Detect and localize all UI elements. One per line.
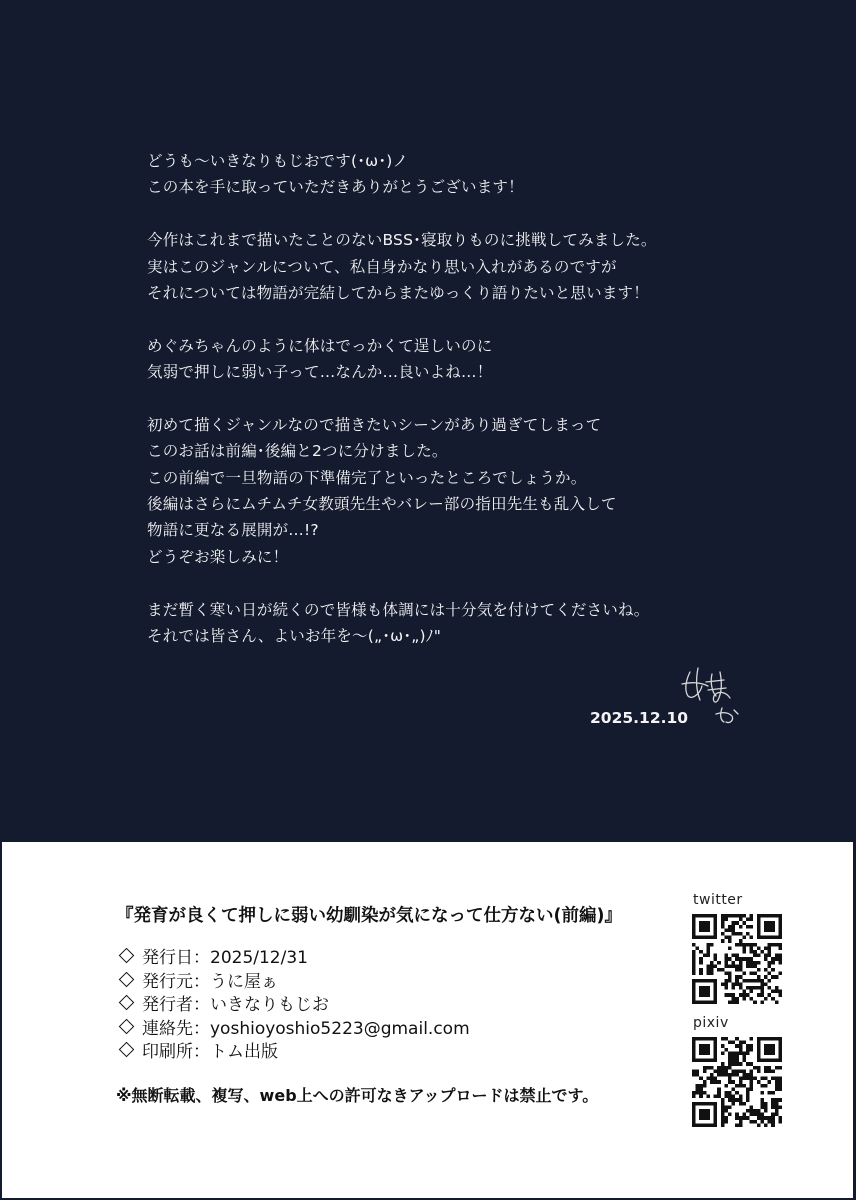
colophon-row-text: 発行日：2025/12/31 <box>142 948 308 969</box>
diamond-bullet-icon <box>119 971 135 987</box>
afterword-date: 2025.12.10 <box>590 709 689 727</box>
afterword-line: 初めて描くジャンルなので描きたいシーンがあり過ぎてしまって <box>147 415 602 434</box>
afterword-line: どうも〜いきなりもじおです(･ω･)ノ <box>147 152 409 170</box>
book-title: 『発育が良くて押しに弱い幼馴染が気になって仕方ない(前編)』 <box>116 906 622 926</box>
twitter-label: twitter <box>693 892 743 908</box>
paragraph-gap <box>147 306 747 332</box>
colophon-row-publisher <box>116 968 470 992</box>
colophon-row-contact <box>116 1015 470 1039</box>
afterword-line: それでは皆さん、よいお年を〜(„･ω･„)ﾉ" <box>147 627 442 646</box>
colophon-row-publish-date <box>116 944 470 968</box>
colophon-row-issuer <box>116 991 470 1015</box>
paragraph-gap <box>147 570 747 596</box>
afterword-message <box>147 148 747 649</box>
colophon-row-printer <box>116 1038 470 1062</box>
copyright-notice: ※無断転載、複写、web上への許可なきアップロードは禁止です。 <box>116 1086 599 1105</box>
colophon-info-list <box>116 944 470 1062</box>
diamond-bullet-icon <box>119 948 135 964</box>
afterword-line: このお話は前編･後編と2つに分けました。 <box>147 442 448 461</box>
afterword-line: この本を手に取っていただきありがとうございます！ <box>147 178 524 197</box>
afterword-line: どうぞお楽しみに！ <box>147 547 289 566</box>
colophon-row-text: 発行元：うに屋ぁ <box>142 971 278 992</box>
diamond-bullet-icon <box>119 995 135 1011</box>
afterword-line: 物語に更なる展開が…!? <box>147 521 319 540</box>
afterword-line: 後編はさらにムチムチ女教頭先生やバレー部の指田先生も乱入して <box>147 495 617 514</box>
diamond-bullet-icon <box>119 1018 135 1034</box>
colophon-panel <box>2 842 853 1198</box>
paragraph-gap <box>147 201 747 227</box>
afterword-line: 気弱で押しに弱い子って…なんか…良いよね…！ <box>147 363 493 382</box>
pixiv-qr-code[interactable] <box>692 1037 782 1127</box>
afterword-line: 今作はこれまで描いたことのないBSS･寝取りものに挑戦してみました。 <box>147 231 657 250</box>
afterword-line: めぐみちゃんのように体はでっかくて逞しいのに <box>147 336 493 355</box>
paragraph-gap <box>147 386 747 412</box>
colophon-row-text: 印刷所：トム出版 <box>142 1042 278 1063</box>
colophon-row-text: 連絡先：yoshioyoshio5223@gmail.com <box>142 1018 470 1039</box>
afterword-line: まだ暫く寒い日が続くので皆様も体調には十分気を付けてくださいね。 <box>147 600 650 619</box>
pixiv-label: pixiv <box>693 1015 729 1031</box>
diamond-bullet-icon <box>119 1042 135 1058</box>
twitter-qr-code[interactable] <box>692 914 782 1004</box>
afterword-line: それについては物語が完結してからまたゆっくり語りたいと思います！ <box>147 283 649 302</box>
afterword-line: 実はこのジャンルについて、私自身かなり思い入れがあるのですが <box>147 257 617 276</box>
colophon-row-text: 発行者：いきなりもじお <box>142 995 329 1016</box>
afterword-line: この前編で一旦物語の下準備完了といったところでしょうか。 <box>147 468 587 487</box>
